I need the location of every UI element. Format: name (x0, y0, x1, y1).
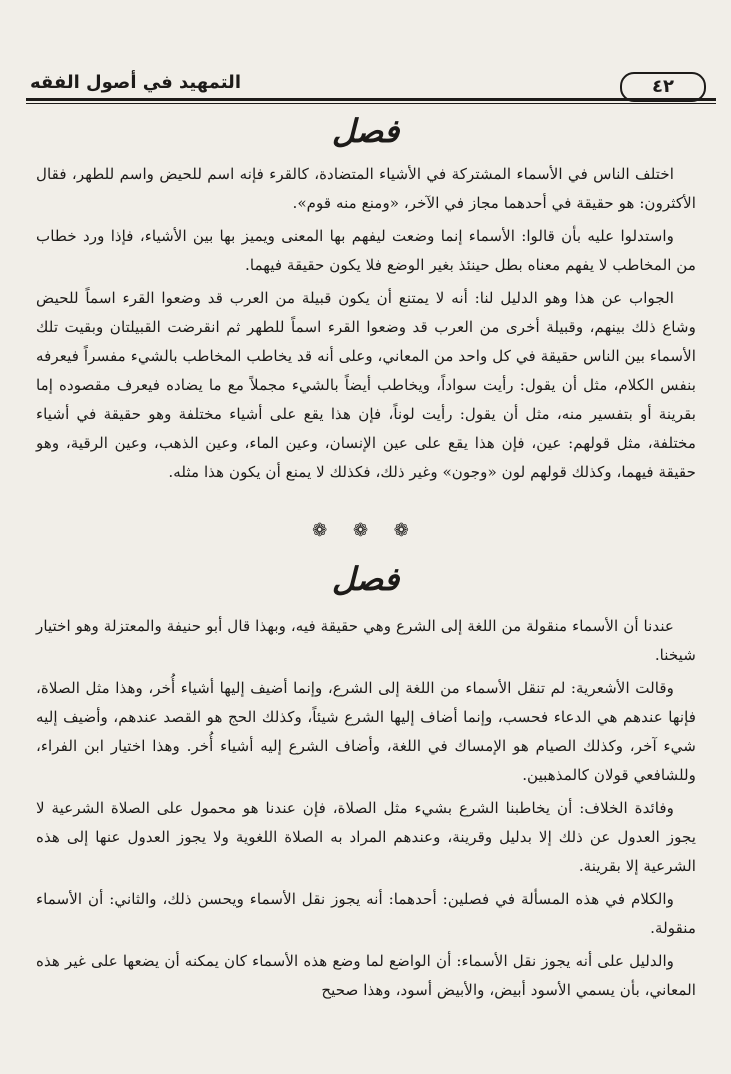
page-header (26, 70, 716, 100)
paragraph: والكلام في هذه المسألة في فصلين: أحدهما: أنه يجوز نقل الأسماء ويحسن ذلك، والثاني: أن الأسماء منقولة. (36, 890, 696, 937)
section-2-text (36, 612, 696, 1005)
paragraph: عندنا أن الأسماء منقولة من اللغة إلى الشرع وهي حقيقة فيه، وبهذا قال أبو حنيفة والمعتزلة وهو اختيار شيخنا. (36, 617, 696, 664)
running-title: التمهيد في أصول الفقه (30, 72, 241, 93)
paragraph: وفائدة الخلاف: أن يخاطبنا الشرع بشيء مثل الصلاة، فإن عندنا هو محمول على الصلاة الشرعية لا يجوز العدول عن ذلك إلا بدليل وقرينة، وعندهم المراد به الصلاة اللغوية ولا يجوز العدول عنها إلى هذه الشرعية إلا بقرينة. (36, 799, 696, 875)
section-heading-2: فصل (331, 560, 400, 598)
header-rule-thick (26, 98, 716, 101)
paragraph: والدليل على أنه يجوز نقل الأسماء: أن الواضع لما وضع هذه الأسماء كان يمكنه أن يضعها على غير هذه المعاني، بأن يسمي الأسود أبيض، والأبيض أسود، وهذا صحيح (36, 952, 696, 999)
section-heading-1: فصل (331, 112, 400, 150)
section-1-text (36, 160, 696, 487)
page-number: ٤٢ (620, 72, 706, 102)
header-rule-thin (26, 103, 716, 104)
paragraph: وقالت الأشعرية: لم تنقل الأسماء من اللغة إلى الشرع، وإنما أضيف إليها أشياء أُخر، وهذا مثل الصلاة، فإنها عندهم هي الدعاء فحسب، وإنما أضاف إليها الشرع شيئاً، وكذلك الحج هو القصد عندهم، وأضيف إليه شيء آخر، وكذلك الصيام هو الإمساك في اللغة، وأضاف الشرع إليه أشياء أُخر. وهذا اختيار ابن الفراء، وللشافعي قولان كالمذهبين. (36, 679, 696, 784)
section-separator: ❁ ❁ ❁ (312, 520, 419, 541)
paragraph: واستدلوا عليه بأن قالوا: الأسماء إنما وضعت ليفهم بها المعنى ويميز بها بين الأشياء، فإذا ورد خطاب من المخاطب لا يفهم معناه بطل حينئذ بغير الوضع فلا يكون حقيقة فيهما. (36, 227, 696, 274)
paragraph: الجواب عن هذا وهو الدليل لنا: أنه لا يمتنع أن يكون قبيلة من العرب قد وضعوا القرء اسماً للحيض وشاع ذلك بينهم، وقبيلة أخرى من العرب قد وضعوا القرء اسماً للطهر ثم انقرضت القبيلتان وبقيت تلك الأسماء بين الناس حقيقة في كل واحد من المعاني، وعلى أنه قد يخاطب المخاطب بالشيء مفسراً فيعرفه بنفس الكلام، مثل أن يقول: رأيت سواداً، ويخاطب أيضاً بالشيء مجملاً مع ما يضاده فيعرف مقصوده إما بقرينة أو بتفسير منه، مثل أن يقول: رأيت لوناً، فإن هذا يقع على أشياء مختلفة وهو حقيقة في أشياء مختلفة، مثل قولهم: عين، فإن هذا يقع على عين الإنسان، وعين الماء، وعين الذهب، وعين الرقية، وهو حقيقة فيهما، وكذلك قولهم لون «وجون» وغير ذلك، فكذلك لا يمنع أن يكون هذا مثله. (36, 289, 696, 481)
paragraph: اختلف الناس في الأسماء المشتركة في الأشياء المتضادة، كالقرء فإنه اسم للحيض واسم للطهر، فقال الأكثرون: هو حقيقة في أحدهما مجاز في الآخر، «ومنع منه قوم». (36, 165, 696, 212)
